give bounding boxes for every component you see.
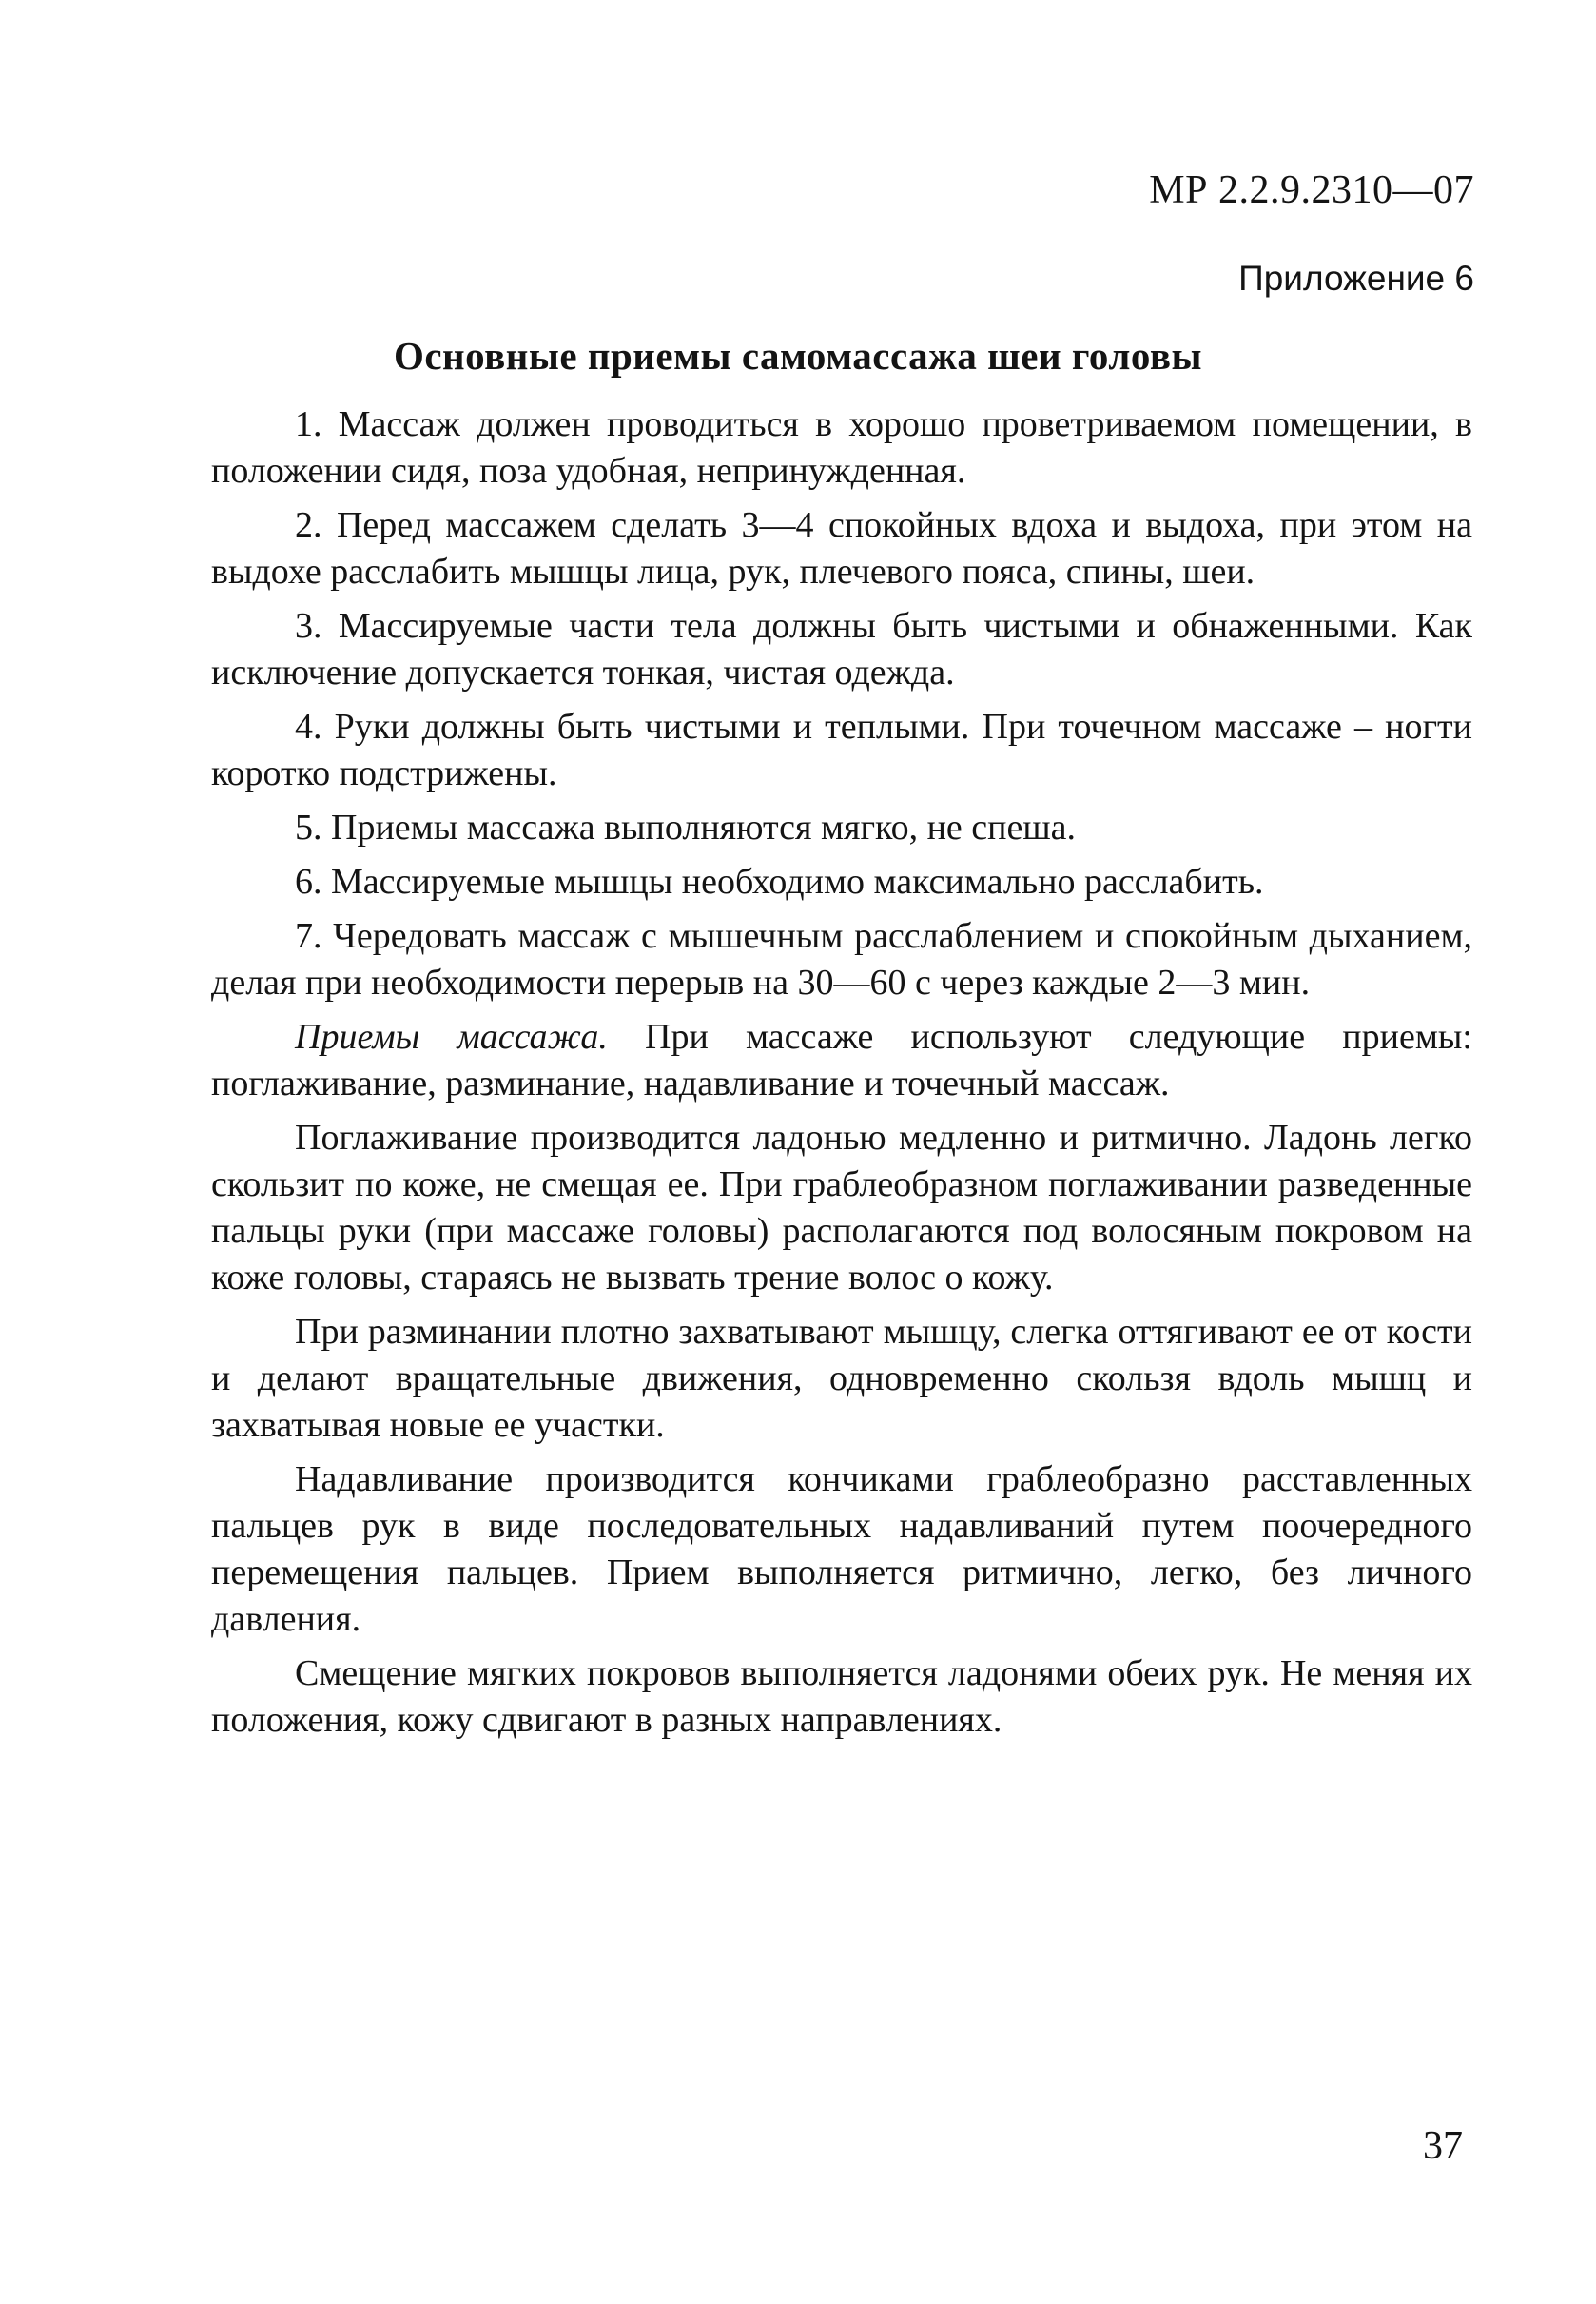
paragraph-item-5: 5. Приемы массажа выполняются мягко, не спеша. <box>295 808 1076 848</box>
techniques-intro-text: При массаже используют следующие приемы: поглаживание, разминание, надавливание и точечный массаж. <box>211 1017 1472 1103</box>
paragraph-stroking: Поглаживание производится ладонью медленно и ритмично. Ладонь легко скользит по коже, не смещая ее. При граблеобразном поглаживании разведенные пальцы руки (при массаже головы) располагаются под волосяным покровом на коже головы, стараясь не вызвать трение волос о кожу. <box>211 1118 1472 1298</box>
paragraph-item-4: 4. Руки должны быть чистыми и теплыми. При точечном массаже – ногти коротко подстрижены. <box>211 707 1472 793</box>
paragraph-item-2: 2. Перед массажем сделать 3—4 спокойных вдоха и выдоха, при этом на выдохе расслабить мышцы лица, рук, плечевого пояса, спины, шеи. <box>211 505 1472 592</box>
paragraph-item-6: 6. Массируемые мышцы необходимо максимально расслабить. <box>295 862 1264 902</box>
paragraph-pressing: Надавливание производится кончиками граблеобразно расставленных пальцев рук в виде последовательных надавливаний путем поочередного перемещения пальцев. Прием выполняется ритмично, легко, без личного давления. <box>211 1459 1472 1639</box>
paragraph-kneading: При разминании плотно захватывают мышцу, слегка оттягивают ее от кости и делают вращательные движения, одновременно скользя вдоль мышц и захватывая новые ее участки. <box>211 1312 1472 1445</box>
appendix-label: Приложение 6 <box>1238 259 1474 298</box>
document-body <box>211 401 1472 1751</box>
paragraph-item-1: 1. Массаж должен проводиться в хорошо проветриваемом помещении, в положении сидя, поза удобная, непринужденная. <box>211 404 1472 491</box>
paragraph-item-3: 3. Массируемые части тела должны быть чистыми и обнаженными. Как исключение допускается тонкая, чистая одежда. <box>211 606 1472 693</box>
page-title: Основные приемы самомассажа шеи головы <box>393 334 1203 378</box>
paragraph-item-7: 7. Чередовать массаж с мышечным расслаблением и спокойным дыханием, делая при необходимости перерыв на 30—60 с через каждые 2—3 мин. <box>211 916 1472 1003</box>
paragraph-displacement: Смещение мягких покровов выполняется ладонями обеих рук. Не меняя их положения, кожу сдвигают в разных направлениях. <box>211 1653 1472 1740</box>
techniques-intro <box>211 1014 1472 1107</box>
page-number: 37 <box>1423 2124 1463 2168</box>
techniques-intro-label: Приемы массажа. <box>295 1017 608 1057</box>
document-code: МР 2.2.9.2310—07 <box>1149 168 1474 212</box>
